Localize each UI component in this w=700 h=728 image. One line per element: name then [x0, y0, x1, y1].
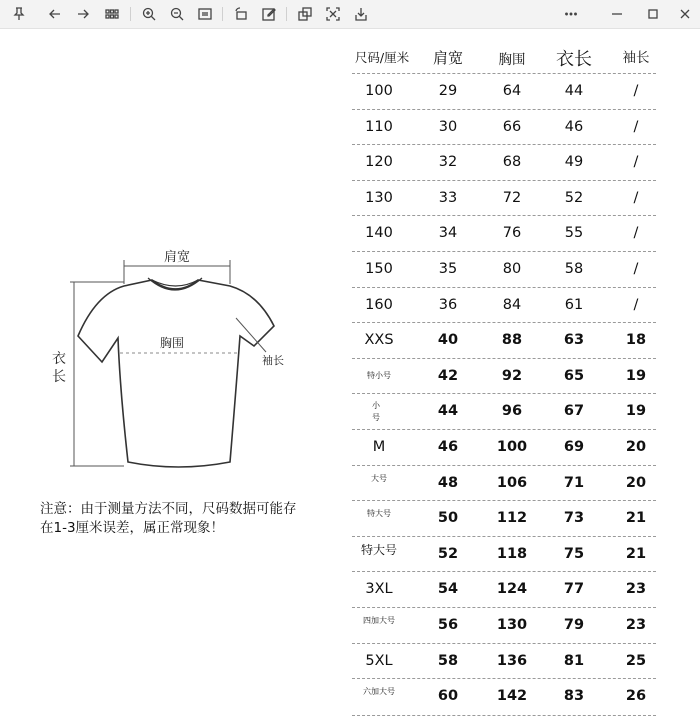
close-icon[interactable] — [676, 5, 694, 23]
length-cell: 71 — [563, 474, 585, 491]
shoulder-cell: 58 — [437, 652, 459, 669]
sleeve-cell: 25 — [625, 652, 647, 669]
table-row — [352, 287, 656, 324]
table-row — [352, 678, 656, 716]
shoulder-cell: 40 — [437, 332, 459, 349]
chest-cell: 64 — [502, 83, 522, 99]
shoulder-cell: 54 — [437, 581, 459, 598]
shoulder-cell: 46 — [437, 439, 459, 455]
chest-cell: 92 — [501, 367, 523, 384]
shoulder-cell: 44 — [437, 403, 459, 420]
length-cell: 69 — [563, 439, 585, 455]
back-icon[interactable] — [46, 5, 64, 23]
sleeve-cell: 18 — [625, 332, 647, 349]
crop-icon[interactable] — [296, 5, 314, 23]
shoulder-cell: 52 — [437, 545, 459, 562]
table-row — [352, 465, 656, 502]
minimize-icon[interactable] — [608, 5, 626, 23]
chest-cell: 106 — [496, 474, 528, 491]
shoulder-cell: 34 — [438, 225, 458, 242]
shoulder-cell: 48 — [437, 474, 459, 491]
length-cell: 52 — [564, 189, 584, 206]
tshirt-diagram — [40, 240, 310, 480]
chest-cell: 124 — [496, 581, 528, 598]
shoulder-cell: 36 — [438, 296, 458, 313]
size-cell: XXS — [364, 332, 394, 349]
size-cell: 5XL — [365, 652, 393, 669]
length-cell: 79 — [563, 617, 585, 633]
edit-icon[interactable] — [260, 5, 278, 23]
sleeve-cell: 19 — [625, 367, 647, 384]
table-header — [352, 36, 656, 76]
chest-cell: 100 — [496, 439, 528, 455]
maximize-icon[interactable] — [644, 5, 662, 23]
chest-cell: 80 — [502, 261, 522, 277]
length-cell: 75 — [563, 545, 585, 562]
pin-icon[interactable] — [10, 5, 28, 23]
length-cell: 73 — [563, 510, 585, 527]
chest-cell: 84 — [502, 296, 522, 313]
chest-cell: 72 — [502, 189, 522, 206]
table-row — [352, 607, 656, 644]
shoulder-cell: 35 — [438, 261, 458, 277]
shoulder-cell: 50 — [437, 510, 459, 527]
save-icon[interactable] — [352, 5, 370, 23]
size-cell: 小号 — [372, 401, 380, 423]
table-row — [352, 643, 656, 680]
header-length: 衣长 — [556, 49, 592, 70]
sleeve-cell: 23 — [625, 581, 647, 598]
grid-icon[interactable] — [103, 5, 121, 23]
table-row — [352, 180, 656, 217]
length-cell: 44 — [564, 83, 584, 99]
measurement-notice — [40, 500, 340, 538]
sleeve-cell: 23 — [625, 617, 647, 633]
table-row — [352, 109, 656, 146]
sleeve-cell: / — [633, 189, 639, 206]
zoom-in-icon[interactable] — [140, 5, 158, 23]
size-cell: 140 — [365, 225, 393, 242]
size-cell: 大号 — [371, 473, 387, 483]
rotate-icon[interactable] — [232, 5, 250, 23]
header-size: 尺码/厘米 — [354, 50, 410, 65]
table-row — [352, 322, 656, 359]
length-cell: 61 — [564, 296, 584, 313]
chest-cell: 130 — [496, 617, 528, 633]
sleeve-cell: 19 — [625, 403, 647, 420]
chest-cell: 66 — [502, 118, 522, 135]
header-shoulder: 肩宽 — [432, 49, 463, 67]
chest-cell: 136 — [496, 652, 528, 669]
table-row — [352, 358, 656, 395]
length-cell: 58 — [564, 261, 584, 277]
chest-cell: 68 — [502, 154, 522, 171]
length-cell: 63 — [563, 332, 585, 349]
table-row — [352, 215, 656, 252]
chest-cell: 88 — [501, 332, 523, 349]
table-row — [352, 73, 656, 110]
chest-cell: 96 — [501, 403, 523, 420]
notice-line-2: 在1-3厘米误差，属正常现象！ — [40, 520, 225, 536]
zoom-out-icon[interactable] — [168, 5, 186, 23]
sleeve-cell: 20 — [625, 439, 647, 455]
shoulder-cell: 60 — [437, 688, 459, 705]
sleeve-cell: / — [633, 118, 639, 135]
size-cell: 四加大号 — [363, 616, 395, 625]
table-row — [352, 251, 656, 288]
length-cell: 65 — [563, 367, 585, 384]
scan-icon[interactable] — [324, 5, 342, 23]
length-cell: 81 — [563, 652, 585, 669]
size-cell: 六加大号 — [363, 687, 395, 697]
table-row — [352, 500, 656, 537]
length-cell: 67 — [563, 403, 585, 420]
shoulder-cell: 30 — [438, 118, 458, 135]
length-cell: 77 — [563, 581, 585, 598]
size-cell: 160 — [365, 296, 393, 313]
length-cell: 55 — [564, 225, 584, 242]
size-cell: 150 — [365, 261, 393, 277]
sleeve-cell: 20 — [625, 474, 647, 491]
chest-cell: 112 — [496, 510, 528, 527]
length-cell: 83 — [563, 688, 585, 705]
sleeve-cell: / — [633, 83, 639, 99]
sleeve-cell: 21 — [625, 510, 647, 527]
length-cell: 49 — [564, 154, 584, 171]
more-icon[interactable] — [562, 5, 580, 23]
size-cell: 120 — [365, 154, 393, 171]
size-cell: 3XL — [365, 581, 393, 598]
table-row — [352, 393, 656, 430]
chest-cell: 76 — [502, 225, 522, 242]
table-row — [352, 144, 656, 181]
sleeve-cell: / — [633, 261, 639, 277]
notice-line-1: 注意：由于测量方法不同，尺码数据可能存 — [40, 501, 297, 517]
shoulder-label: 肩宽 — [164, 250, 191, 265]
header-chest: 胸围 — [498, 52, 526, 68]
sleeve-cell: 26 — [625, 688, 647, 705]
sleeve-cell: / — [633, 154, 639, 171]
table-row — [352, 571, 656, 608]
shoulder-cell: 42 — [437, 367, 459, 384]
sleeve-label: 袖长 — [262, 354, 284, 367]
shoulder-cell: 56 — [437, 617, 459, 633]
forward-icon[interactable] — [74, 5, 92, 23]
shoulder-cell: 29 — [438, 83, 458, 99]
sleeve-cell: / — [633, 296, 639, 313]
size-cell: 130 — [365, 189, 393, 206]
size-cell: M — [372, 439, 386, 455]
size-cell: 110 — [365, 118, 393, 135]
size-cell: 100 — [365, 83, 393, 99]
length-cell: 46 — [564, 118, 584, 135]
size-cell: 特大号 — [360, 542, 397, 557]
length-label: 衣长 — [52, 351, 66, 385]
viewer-toolbar — [0, 0, 700, 29]
table-row — [352, 536, 656, 573]
chest-cell: 142 — [496, 688, 528, 705]
size-cell: 特大号 — [367, 509, 391, 519]
chest-label: 胸围 — [160, 336, 185, 350]
sleeve-cell: / — [633, 225, 639, 242]
fit-icon[interactable] — [196, 5, 214, 23]
shoulder-cell: 33 — [438, 189, 458, 206]
table-row — [352, 429, 656, 466]
chest-cell: 118 — [496, 545, 528, 562]
header-sleeve: 袖长 — [622, 50, 650, 66]
size-cell: 特小号 — [367, 370, 391, 380]
shoulder-cell: 32 — [438, 154, 458, 171]
sleeve-cell: 21 — [625, 545, 647, 562]
